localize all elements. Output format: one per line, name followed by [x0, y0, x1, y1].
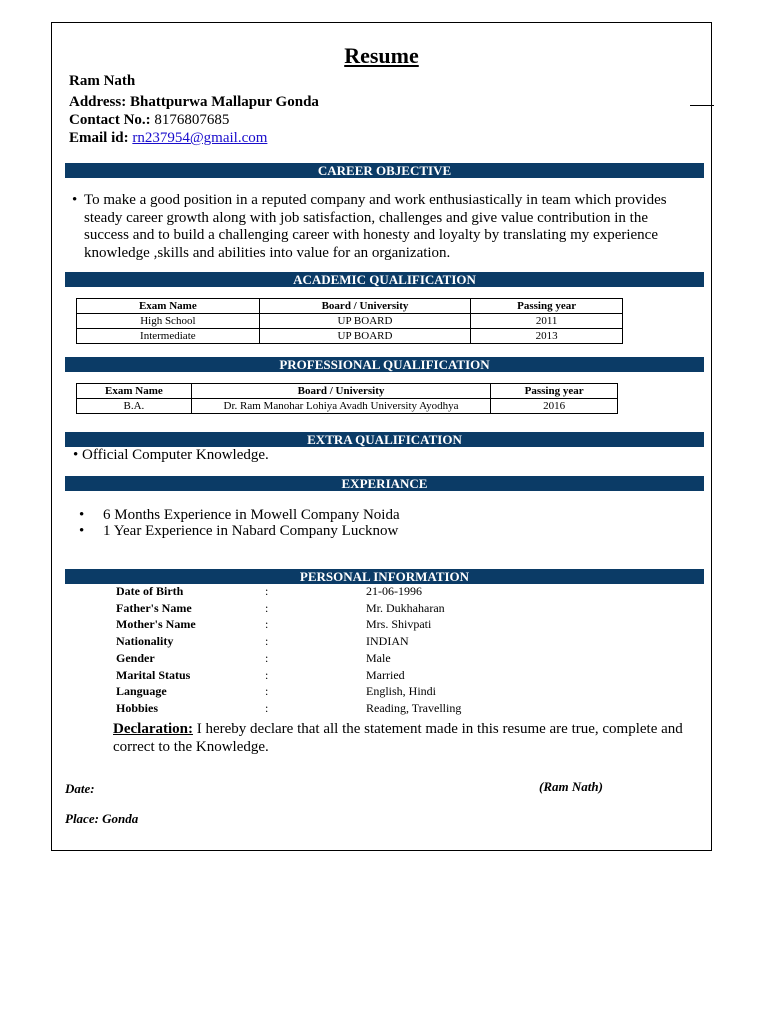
extra-qualification-text: Official Computer Knowledge.	[82, 447, 269, 463]
bullet-icon: •	[79, 523, 85, 539]
colon-separator: :	[265, 617, 269, 632]
colon-separator: :	[265, 700, 269, 715]
personal-info-value: 21-06-1996	[366, 584, 422, 598]
colon-separator: :	[265, 667, 269, 682]
academic-table	[76, 298, 623, 344]
personal-info-value: Mr. Dukhaharan	[366, 600, 445, 615]
section-career-objective: CAREER OBJECTIVE	[65, 163, 704, 178]
table-header-row	[77, 299, 623, 314]
bullet-icon: •	[73, 447, 83, 463]
professional-table	[76, 383, 618, 414]
column-header: Passing year	[471, 299, 623, 314]
personal-info-value: English, Hindi	[366, 684, 437, 699]
personal-info-label: Marital Status	[116, 667, 191, 682]
table-cell: UP BOARD	[259, 329, 471, 344]
column-header: Board / University	[191, 384, 490, 399]
contact-value: 8176807685	[154, 112, 230, 128]
table-cell: 2016	[491, 399, 618, 414]
personal-info-label: Nationality	[116, 634, 174, 649]
declaration-text: I hereby declare that all the statement made in this resume are true, complete and correct to the Knowledge.	[113, 721, 683, 755]
address-label: Address:	[69, 94, 127, 110]
colon-separator: :	[265, 684, 269, 699]
declaration	[113, 721, 698, 756]
table-header-row	[77, 384, 618, 399]
personal-info-value: INDIAN	[366, 634, 409, 649]
date-label: Date:	[65, 781, 95, 796]
table-cell: B.A.	[77, 399, 192, 414]
section-professional: PROFESSIONAL QUALIFICATION	[65, 357, 704, 372]
personal-info-label: Gender	[116, 650, 155, 665]
section-extra: EXTRA QUALIFICATION	[65, 432, 704, 447]
bullet-icon: •	[72, 192, 78, 208]
table-cell: Dr. Ram Manohar Lohiya Avadh University Ayodhya	[191, 399, 490, 414]
address-line	[69, 93, 319, 111]
career-objective-text: To make a good position in a reputed company and work enthusiastically in team which provides steady career growth along with job satisfaction, challenges and give value contribution in the success and to build a challenging career with honesty and loyalty by translating my experience knowledge ,skills and abilities into value for an organization.	[84, 192, 667, 261]
declaration-label: Declaration:	[113, 721, 193, 737]
email-link[interactable]: rn237954@gmail.com	[132, 130, 268, 146]
resume-page	[51, 22, 712, 851]
career-objective	[72, 192, 692, 262]
address-value: Bhattpurwa Mallapur Gonda	[129, 94, 319, 110]
column-header: Exam Name	[77, 384, 192, 399]
candidate-name: Ram Nath	[69, 73, 136, 89]
page-title: Resume	[344, 43, 419, 68]
extra-qualification	[73, 447, 269, 465]
personal-info-label: Language	[116, 684, 167, 699]
contact-label: Contact No.:	[69, 112, 151, 128]
personal-info-label: Mother's Name	[116, 617, 196, 632]
table-cell: 2013	[471, 329, 623, 344]
divider	[690, 105, 714, 106]
place-label: Place: Gonda	[65, 811, 139, 826]
colon-separator: :	[265, 600, 269, 615]
personal-info-value: Mrs. Shivpati	[366, 617, 432, 632]
signature: (Ram Nath)	[539, 779, 603, 794]
table-row	[77, 399, 618, 414]
email-line	[69, 129, 267, 147]
personal-info-label: Date of Birth	[116, 584, 184, 598]
colon-separator: :	[265, 650, 269, 665]
personal-info-value: Married	[366, 667, 405, 682]
personal-info-label: Father's Name	[116, 600, 192, 615]
section-experience: EXPERIANCE	[65, 476, 704, 491]
experience-item: • 1 Year Experience in Nabard Company Lucknow	[79, 523, 399, 539]
table-cell: 2011	[471, 314, 623, 329]
experience-item: • 6 Months Experience in Mowell Company Noida	[79, 507, 400, 523]
table-row	[77, 329, 623, 344]
column-header: Board / University	[259, 299, 471, 314]
table-cell: High School	[77, 314, 260, 329]
column-header: Passing year	[491, 384, 618, 399]
personal-info-label: Hobbies	[116, 700, 159, 715]
column-header: Exam Name	[77, 299, 260, 314]
table-cell: Intermediate	[77, 329, 260, 344]
table-cell: UP BOARD	[259, 314, 471, 329]
section-personal: PERSONAL INFORMATION	[65, 569, 704, 584]
colon-separator: :	[265, 634, 269, 649]
contact-line	[69, 111, 229, 129]
personal-info-value: Male	[366, 650, 391, 665]
table-row	[77, 314, 623, 329]
email-label: Email id:	[69, 130, 129, 146]
colon-separator: :	[265, 584, 269, 598]
personal-info-value: Reading, Travelling	[366, 700, 462, 715]
section-academic: ACADEMIC QUALIFICATION	[65, 272, 704, 287]
bullet-icon: •	[79, 507, 85, 523]
